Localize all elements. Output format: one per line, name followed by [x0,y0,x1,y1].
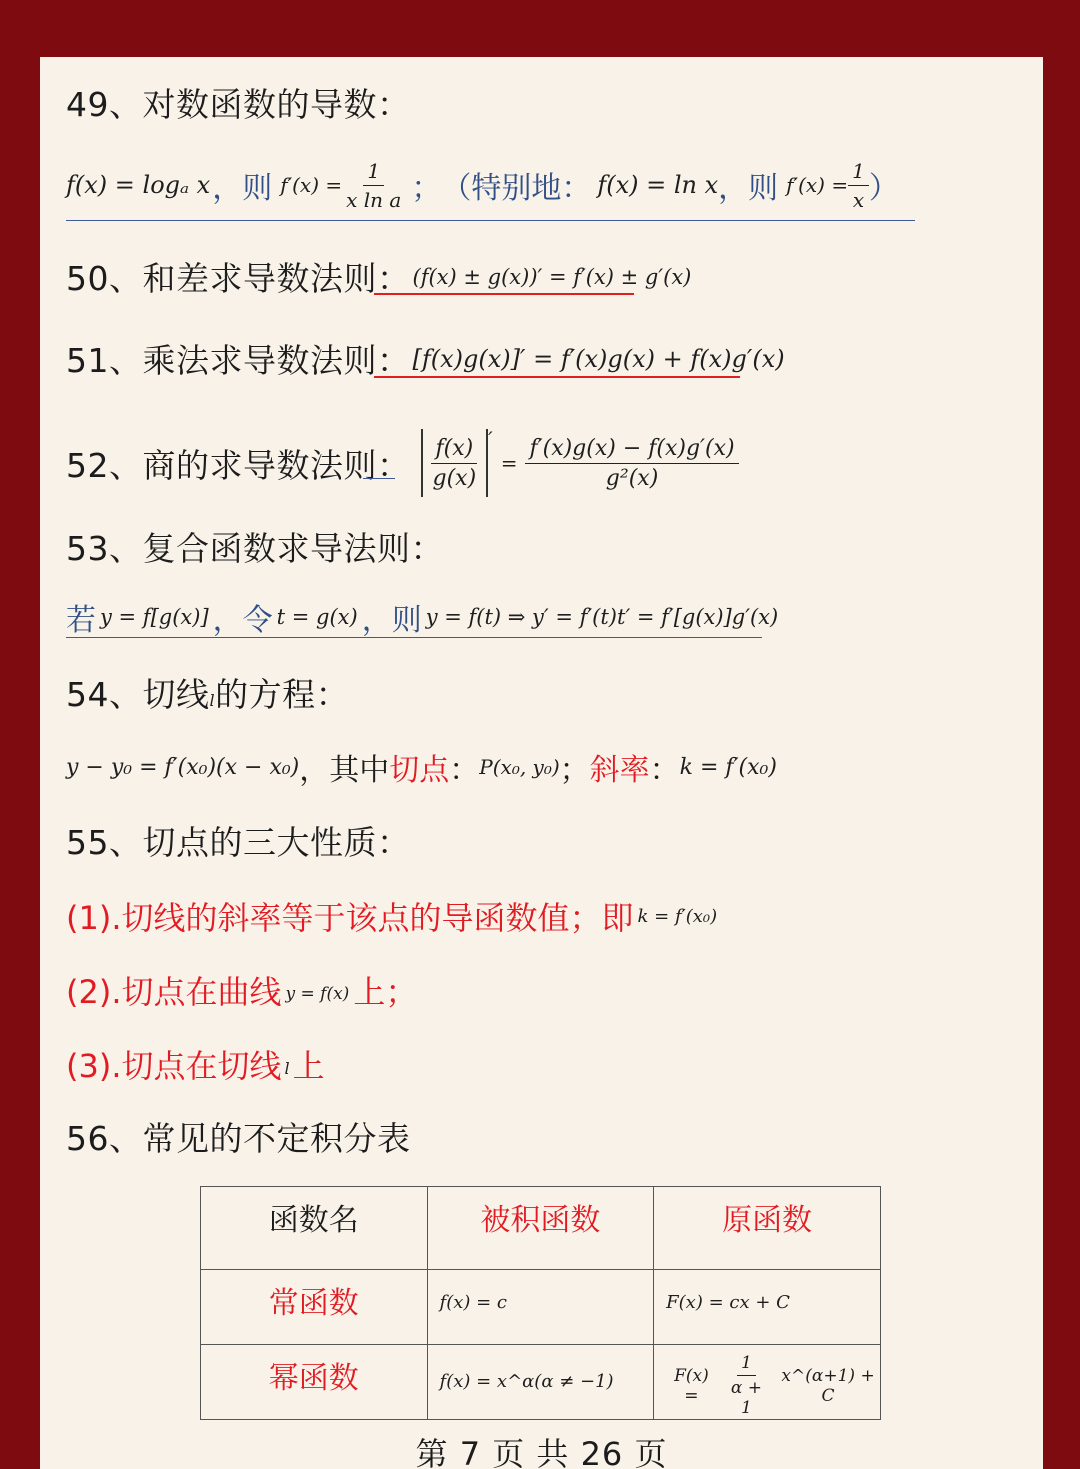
antiderivative-rest: x^(α+1) + C [781,1365,875,1406]
fraction-denominator: x [852,187,865,212]
derivative-lhs: f′(x) = [786,173,849,197]
heading-51: 51、乘法求导数法则： [66,341,411,380]
underline [66,220,915,221]
table-cell [654,1345,881,1420]
column-header: 函数名 [201,1187,428,1270]
fraction-denominator: x ln a [346,187,402,212]
page-footer: 第 7 页 共 26 页 [415,1435,668,1469]
comma: ， [361,603,392,638]
let-text: 令 [242,603,273,638]
column-header: 原函数 [654,1187,881,1270]
integrand: f(x) = c [439,1292,507,1313]
comma: ， [718,171,749,206]
quotient-bracket [421,429,489,497]
property-2 [66,967,417,1013]
property-text: (3).切点在切线 [66,1047,282,1085]
where-text: ，其中 [299,753,390,788]
fraction-denominator: g(x) [432,465,477,491]
table-row [201,1270,881,1345]
special-case-text: （特别地： [441,171,592,206]
semicolon: ； [559,753,590,788]
ln-derivative-fraction [848,159,869,212]
heading-50: 50、和差求导数法则： [66,259,411,298]
tangent-point-label: 切点 [389,753,450,788]
underline [374,293,634,295]
close-paren: ） [868,171,899,206]
heading-text: 的方程： [215,675,350,714]
then-text: 则 [748,171,779,206]
composite-y: y = f[g(x)] [100,605,209,629]
heading-52: 52、商的求导数法则： [66,445,411,485]
property-text: (1).切线的斜率等于该点的导函数值；即 [66,899,634,937]
table-header-row [201,1187,881,1270]
substitution-t: t = g(x) [276,605,358,629]
slope-formula: k = f′(x₀) [637,905,718,927]
colon: ： [449,753,480,788]
row-52 [66,425,739,501]
table-cell [654,1270,881,1345]
table-cell [427,1270,654,1345]
integrand: f(x) = x^α(α ≠ −1) [439,1371,614,1392]
curve-formula: y = f(x) [285,984,350,1004]
tangent-l-symbol: l [209,691,216,710]
prime-mark: ′ [488,427,493,451]
property-1 [66,893,717,939]
if-text: 若 [66,603,96,638]
heading-text: 54、切线 [66,675,210,714]
table-cell [427,1345,654,1420]
antiderivative [654,1345,880,1418]
colon: ： [649,753,680,788]
equals-sign: = [500,451,518,475]
function-name: 常函数 [268,1286,359,1321]
fraction-numerator: 1 [737,1353,756,1376]
formula-54 [66,745,777,789]
sum-rule-formula: (f(x) ± g(x))′ = f′(x) ± g′(x) [412,264,692,289]
comma: ， [212,603,243,638]
then-text: 则 [242,171,273,206]
log-derivative-fraction [342,159,405,212]
property-3 [66,1041,325,1087]
fraction-denominator: g²(x) [605,465,659,491]
tangent-line-equation: y − y₀ = f′(x₀)(x − x₀) [66,754,300,780]
tangent-l-symbol: l [284,1058,290,1078]
heading-49: 49、对数函数的导数： [66,85,411,124]
comma: ， [212,171,243,206]
heading-56: 56、常见的不定积分表 [66,1119,411,1158]
row-51 [66,335,785,382]
heading-54 [66,669,349,716]
ln-function: f(x) = ln x [597,171,719,199]
antiderivative-fraction [721,1353,772,1418]
heading-55: 55、切点的三大性质： [66,823,411,862]
document-page [40,57,1043,1469]
semicolon: ； [411,171,442,206]
chain-rule-formula: y = f(t) ⇒ y′ = f′(t)t′ = f′[g(x)]g′(x) [425,605,779,629]
property-text: 上 [292,1047,325,1085]
property-text: 上； [353,973,418,1011]
log-function: f(x) = logₐ x [66,171,211,199]
slope-formula: k = f′(x₀) [679,754,777,780]
antiderivative: F(x) = cx + C [666,1292,790,1313]
table-cell [201,1270,428,1345]
property-text: (2).切点在曲线 [66,973,282,1011]
heading-53: 53、复合函数求导法则： [66,529,444,568]
column-header: 被积函数 [427,1187,654,1270]
product-rule-formula: [f(x)g(x)]′ = f′(x)g(x) + f(x)g′(x) [412,344,785,373]
table-row [201,1345,881,1420]
fraction-numerator: f(x) [431,436,477,464]
antiderivative-lhs: F(x) = [674,1365,709,1406]
function-name: 幂函数 [268,1361,359,1396]
fraction-numerator: 1 [848,159,869,186]
underline [363,478,395,479]
quotient-fraction [429,436,481,491]
underline [66,637,762,638]
then-text: 则 [391,603,422,638]
fraction-numerator: 1 [363,159,384,186]
integral-table [200,1186,881,1420]
fraction-numerator: f′(x)g(x) − f(x)g′(x) [525,436,738,464]
tangent-point-coords: P(x₀, y₀) [479,755,560,779]
derivative-lhs: f′(x) = [280,173,343,197]
formula-53 [66,595,778,639]
fraction-denominator: α + 1 [730,1378,762,1418]
table-cell [201,1345,428,1420]
formula-49 [66,155,899,215]
underline [374,376,740,378]
quotient-rule-fraction [525,436,738,491]
slope-label: 斜率 [589,753,650,788]
